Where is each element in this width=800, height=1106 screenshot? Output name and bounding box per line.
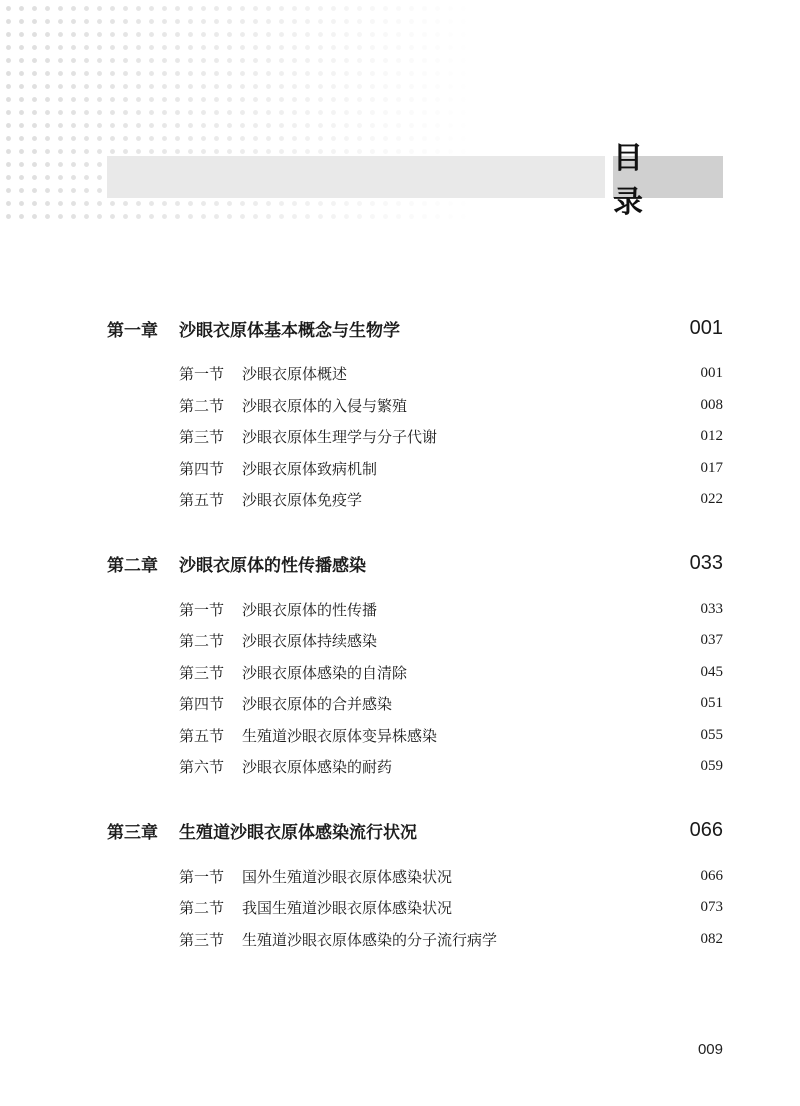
chapter-block — [107, 815, 723, 956]
section-page-number: 073 — [700, 899, 723, 916]
section-label: 第三节 — [179, 663, 225, 682]
section-page-number: 017 — [700, 459, 723, 476]
section-label: 第五节 — [179, 491, 225, 510]
chapter-label: 第一章 — [107, 320, 158, 341]
section-list — [179, 358, 723, 516]
section-entry[interactable] — [179, 421, 723, 453]
page-title: 目 录 — [613, 141, 663, 220]
section-entry[interactable] — [179, 453, 723, 485]
section-entry[interactable] — [179, 861, 723, 893]
section-entry[interactable] — [179, 751, 723, 783]
section-entry[interactable] — [179, 358, 723, 390]
chapter-title: 沙眼衣原体的性传播感染 — [179, 556, 366, 576]
chapter-title: 生殖道沙眼衣原体感染流行状况 — [179, 823, 417, 843]
section-title: 沙眼衣原体感染的自清除 — [242, 663, 408, 682]
section-label: 第二节 — [179, 899, 225, 918]
section-page-number: 051 — [700, 695, 723, 712]
section-label: 第一节 — [179, 600, 225, 619]
chapter-entry[interactable] — [107, 815, 723, 847]
section-page-number: 012 — [700, 428, 723, 445]
chapter-page-number: 066 — [689, 819, 723, 841]
section-title: 沙眼衣原体持续感染 — [242, 632, 378, 651]
section-entry[interactable] — [179, 924, 723, 956]
chapter-label: 第二章 — [107, 556, 158, 576]
chapter-entry[interactable] — [107, 312, 723, 344]
section-page-number: 059 — [700, 758, 723, 775]
section-title: 生殖道沙眼衣原体变异株感染 — [242, 726, 438, 745]
section-title: 沙眼衣原体致病机制 — [242, 459, 378, 478]
chapter-page-number: 033 — [689, 552, 723, 574]
section-title: 沙眼衣原体的入侵与繁殖 — [242, 396, 408, 415]
page-number: 009 — [697, 1041, 723, 1058]
section-entry[interactable] — [179, 484, 723, 516]
section-entry[interactable] — [179, 625, 723, 657]
table-of-contents — [107, 312, 723, 987]
chapter-page-number: 001 — [689, 316, 723, 339]
section-label: 第一节 — [179, 867, 225, 886]
section-entry[interactable] — [179, 720, 723, 752]
chapter-block — [107, 312, 723, 516]
section-label: 第五节 — [179, 726, 225, 745]
section-page-number: 082 — [700, 930, 723, 947]
section-page-number: 037 — [700, 632, 723, 649]
chapter-block — [107, 548, 723, 783]
section-label: 第二节 — [179, 632, 225, 651]
section-page-number: 055 — [700, 726, 723, 743]
chapter-entry[interactable] — [107, 548, 723, 580]
section-title: 我国生殖道沙眼衣原体感染状况 — [242, 899, 453, 918]
section-page-number: 033 — [700, 600, 723, 617]
section-title: 沙眼衣原体的合并感染 — [242, 695, 393, 714]
header-title-box — [613, 141, 723, 220]
section-page-number: 045 — [700, 663, 723, 680]
section-title: 沙眼衣原体感染的耐药 — [242, 758, 393, 777]
section-list — [179, 861, 723, 956]
section-label: 第三节 — [179, 930, 225, 949]
chapter-title: 沙眼衣原体基本概念与生物学 — [179, 320, 400, 341]
section-entry[interactable] — [179, 688, 723, 720]
section-page-number: 008 — [700, 396, 723, 413]
section-label: 第四节 — [179, 695, 225, 714]
section-page-number: 001 — [700, 365, 723, 382]
section-title: 沙眼衣原体免疫学 — [242, 491, 363, 510]
section-title: 生殖道沙眼衣原体感染的分子流行病学 — [242, 930, 498, 949]
section-label: 第二节 — [179, 396, 225, 415]
section-page-number: 022 — [700, 491, 723, 508]
section-list — [179, 594, 723, 783]
section-label: 第一节 — [179, 365, 225, 384]
section-label: 第三节 — [179, 428, 225, 447]
section-entry[interactable] — [179, 390, 723, 422]
header-bar — [107, 156, 605, 198]
section-title: 沙眼衣原体生理学与分子代谢 — [242, 428, 438, 447]
section-page-number: 066 — [700, 867, 723, 884]
section-title: 沙眼衣原体的性传播 — [242, 600, 378, 619]
section-title: 沙眼衣原体概述 — [242, 365, 348, 384]
section-title: 国外生殖道沙眼衣原体感染状况 — [242, 867, 453, 886]
section-entry[interactable] — [179, 892, 723, 924]
section-entry[interactable] — [179, 657, 723, 689]
chapter-label: 第三章 — [107, 823, 158, 843]
section-label: 第四节 — [179, 459, 225, 478]
section-entry[interactable] — [179, 594, 723, 626]
section-label: 第六节 — [179, 758, 225, 777]
